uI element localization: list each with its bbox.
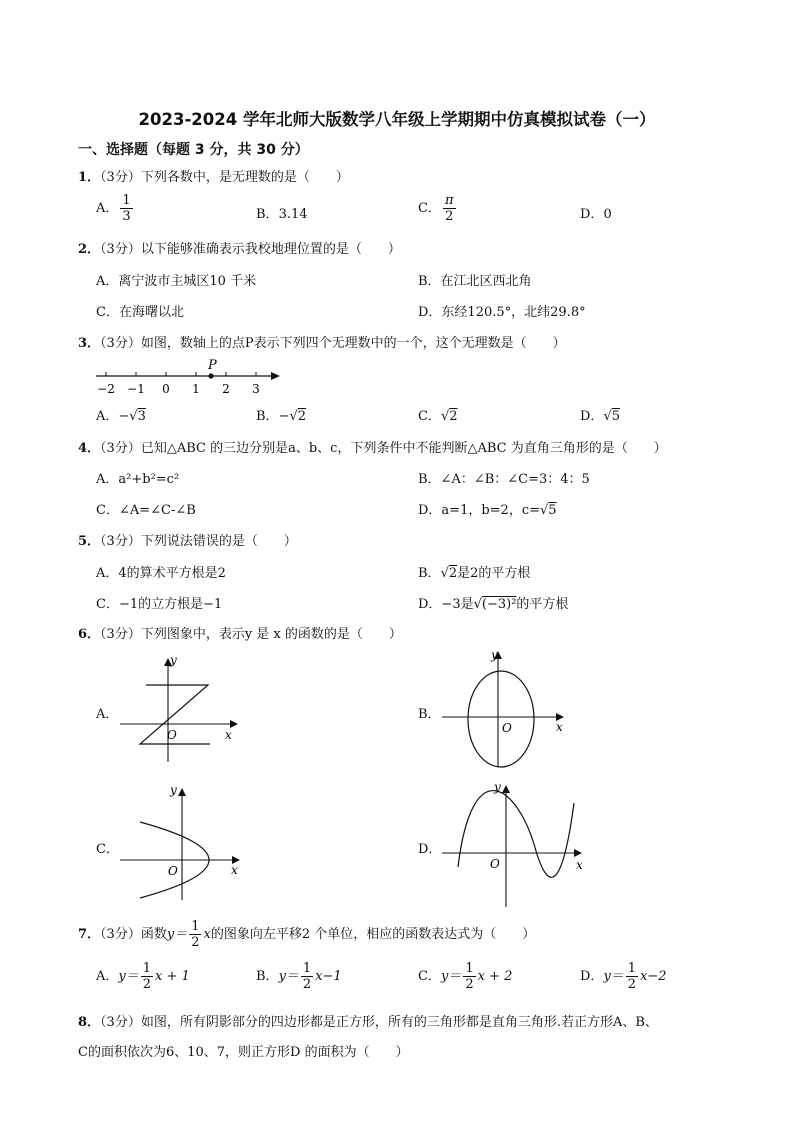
radicand: 2 <box>449 409 458 424</box>
origin-label: O <box>167 728 177 742</box>
option-text: 0 <box>603 207 612 222</box>
sqrt-icon: √ <box>129 409 138 424</box>
denominator: 2 <box>465 977 474 992</box>
fraction <box>141 962 153 991</box>
sqrt-icon: √ <box>440 409 450 424</box>
radicand: 5 <box>611 409 621 424</box>
number-line <box>90 354 290 398</box>
radicand: 2 <box>297 409 307 424</box>
function-lhs: y＝ <box>603 969 624 984</box>
x-axis-label: x <box>225 728 232 742</box>
y-axis-label: y <box>170 783 177 797</box>
option-label: B． <box>256 207 279 222</box>
option-c-label: C． <box>96 842 119 857</box>
option-label: C． <box>418 969 441 984</box>
y-axis-label: y <box>491 648 498 662</box>
function-lhs: y＝ <box>118 969 139 984</box>
question-2-stem <box>78 238 401 257</box>
sqrt-icon: √ <box>540 503 549 518</box>
sqrt-icon: √ <box>603 409 612 424</box>
option-d <box>418 499 557 518</box>
sqrt-icon: √ <box>440 566 449 581</box>
sqrt-icon: √ <box>473 597 482 612</box>
option-label: C． <box>418 409 441 424</box>
number-line-tick-label: −2 <box>97 382 115 396</box>
origin-label: O <box>502 721 512 735</box>
option-a-label: A． <box>96 707 119 722</box>
option-c <box>418 405 458 424</box>
option-a: A．4的算术平方根是2 <box>96 566 226 581</box>
option-text: 3.14 <box>278 207 308 222</box>
number-line-tick-label: 2 <box>222 382 230 396</box>
option-label: B． <box>256 969 279 984</box>
option-label: C． <box>418 201 441 216</box>
question-number: 5． <box>78 534 101 549</box>
function-lhs: y＝ <box>278 969 299 984</box>
x-axis-label: x <box>231 863 238 877</box>
denominator: 2 <box>302 977 312 992</box>
option-d <box>580 962 667 991</box>
question-6-stem <box>78 623 402 642</box>
x-axis-label: x <box>576 858 583 872</box>
y-axis-arrow-icon <box>178 788 186 796</box>
radicand: 3 <box>137 409 146 424</box>
radicand: 2 <box>448 566 458 581</box>
question-3-stem <box>78 332 566 351</box>
question-7-stem <box>78 920 535 949</box>
axis-arrow-icon <box>271 372 280 380</box>
option-a: A．a²+b²=c² <box>96 472 180 487</box>
y-axis-label: y <box>494 780 501 794</box>
option-b <box>256 962 342 991</box>
y-axis-arrow-icon <box>502 785 510 793</box>
numerator: 1 <box>142 961 152 976</box>
question-number: 6． <box>78 627 101 642</box>
number-line-tick-label: 3 <box>252 382 260 396</box>
sign: − <box>278 409 290 424</box>
fraction <box>463 962 475 991</box>
option-a <box>96 962 190 991</box>
question-text: 如图，数轴上的点P表示下列四个无理数中的一个，这个无理数是（ ） <box>140 336 566 351</box>
denominator: 3 <box>122 209 131 224</box>
option-c: C．在海曙以北 <box>96 305 184 320</box>
point-p <box>208 373 213 378</box>
question-number: 1． <box>78 170 101 185</box>
denominator: 2 <box>627 977 637 992</box>
radicand: (−3)² <box>481 597 517 612</box>
fraction <box>301 962 313 991</box>
x-axis-arrow-icon <box>574 849 582 857</box>
function-lhs: y＝ <box>440 969 462 984</box>
option-d <box>418 593 568 612</box>
numerator: 1 <box>465 961 474 976</box>
question-number: 7． <box>78 927 101 942</box>
option-label: D． <box>580 207 604 222</box>
option-text: D．−3是 <box>418 597 474 612</box>
option-b: B．在江北区西北角 <box>418 274 532 289</box>
option-label: D． <box>580 969 604 984</box>
question-score: （3分） <box>100 170 141 185</box>
sign: − <box>118 409 130 424</box>
fraction <box>120 194 132 223</box>
number-line-tick-label: 0 <box>162 382 170 396</box>
numerator: π <box>444 193 454 208</box>
option-label: D． <box>580 409 604 424</box>
number-line-tick-label: −1 <box>127 382 145 396</box>
graph-c <box>118 780 253 905</box>
origin-label: O <box>490 857 500 871</box>
x-axis-label: x <box>556 720 563 734</box>
option-a <box>96 405 146 424</box>
question-text: 下列图象中，表示y 是 x 的函数的是（ ） <box>140 627 402 642</box>
option-b <box>418 562 530 581</box>
option-a: A．离宁波市主城区10 千米 <box>96 274 257 289</box>
expression-tail: x + 1 <box>155 969 190 984</box>
option-b: B．∠A：∠B：∠C=3：4：5 <box>418 472 590 487</box>
question-text: 函数 <box>140 927 167 942</box>
question-5-stem <box>78 530 297 549</box>
option-label: A． <box>96 201 119 216</box>
option-c <box>418 962 512 991</box>
option-b-label: B． <box>418 707 441 722</box>
origin-label: O <box>168 864 178 878</box>
question-score: （3分） <box>100 627 141 642</box>
question-score: （3分） <box>100 1015 141 1030</box>
question-8-stem <box>78 1011 658 1030</box>
graph-d <box>440 775 595 910</box>
expression-tail: x + 2 <box>477 969 513 984</box>
x-axis-arrow-icon <box>230 720 238 728</box>
fraction <box>443 194 456 223</box>
question-score: （3分） <box>100 336 141 351</box>
denominator: 2 <box>191 935 200 950</box>
question-number: 2． <box>78 242 101 257</box>
question-4-stem <box>78 437 667 456</box>
option-label: A． <box>96 969 119 984</box>
question-text: 下列各数中，是无理数的是（ ） <box>140 170 349 185</box>
expression-tail: x−1 <box>315 969 342 984</box>
fraction <box>189 920 201 949</box>
question-1-stem <box>78 166 349 185</box>
option-b <box>256 203 308 222</box>
expression-tail: x−2 <box>640 969 667 984</box>
section-heading: 一、选择题（每题 3 分，共 30 分） <box>78 142 309 158</box>
question-text: 如图，所有阴影部分的四边形都是正方形，所有的三角形都是直角三角形.若正方形A、B、 <box>140 1015 658 1030</box>
option-c: C．∠A=∠C-∠B <box>96 503 196 518</box>
option-label: B． <box>256 409 279 424</box>
graph-b <box>440 645 575 770</box>
option-text: 是2的平方根 <box>457 566 531 581</box>
option-d <box>580 405 620 424</box>
denominator: 2 <box>142 977 152 992</box>
numerator: 1 <box>191 919 200 934</box>
denominator: 2 <box>445 209 454 224</box>
option-text: D．a=1，b=2，c= <box>418 503 540 518</box>
option-d <box>580 203 612 222</box>
question-text: 已知△ABC 的三边分别是a、b、c，下列条件中不能判断△ABC 为直角三角形的是（ ） <box>140 441 667 456</box>
sqrt-icon: √ <box>289 409 298 424</box>
radicand: 5 <box>548 503 557 518</box>
question-number: 4． <box>78 441 101 456</box>
fraction <box>626 962 638 991</box>
option-c: C．−1的立方根是−1 <box>96 597 223 612</box>
question-score: （3分） <box>100 927 141 942</box>
numerator: 1 <box>302 961 312 976</box>
question-score: （3分） <box>100 534 141 549</box>
option-a <box>96 194 135 223</box>
graph-a <box>118 650 248 765</box>
function-lhs: y＝ <box>166 927 188 942</box>
page-title: 2023-2024 学年北师大版数学八年级上学期期中仿真模拟试卷（一） <box>138 110 656 129</box>
y-axis-label: y <box>170 653 177 667</box>
numerator: 1 <box>627 961 637 976</box>
option-label: A． <box>96 409 119 424</box>
ellipse-curve <box>468 671 534 767</box>
question-number: 3． <box>78 336 101 351</box>
question-score: （3分） <box>100 242 141 257</box>
point-p-label: P <box>208 358 217 373</box>
question-text: 的图象向左平移2 个单位，相应的函数表达式为（ ） <box>210 927 536 942</box>
question-score: （3分） <box>100 441 141 456</box>
question-8-stem-line2: C的面积依次为6、10、7，则正方形D 的面积为（ ） <box>78 1045 409 1060</box>
question-text: 下列说法错误的是（ ） <box>140 534 297 549</box>
number-line-tick-label: 1 <box>192 382 200 396</box>
option-c <box>418 194 458 223</box>
function-var: x <box>203 927 211 942</box>
option-d: D．东经120.5°，北纬29.8° <box>418 305 586 320</box>
question-number: 8． <box>78 1015 101 1030</box>
numerator: 1 <box>122 193 131 208</box>
cubic-curve <box>458 791 574 878</box>
question-text: 以下能够准确表示我校地理位置的是（ ） <box>140 242 401 257</box>
option-label: B． <box>418 566 441 581</box>
option-b <box>256 405 306 424</box>
option-text: 的平方根 <box>516 597 569 612</box>
option-d-label: D． <box>418 842 442 857</box>
